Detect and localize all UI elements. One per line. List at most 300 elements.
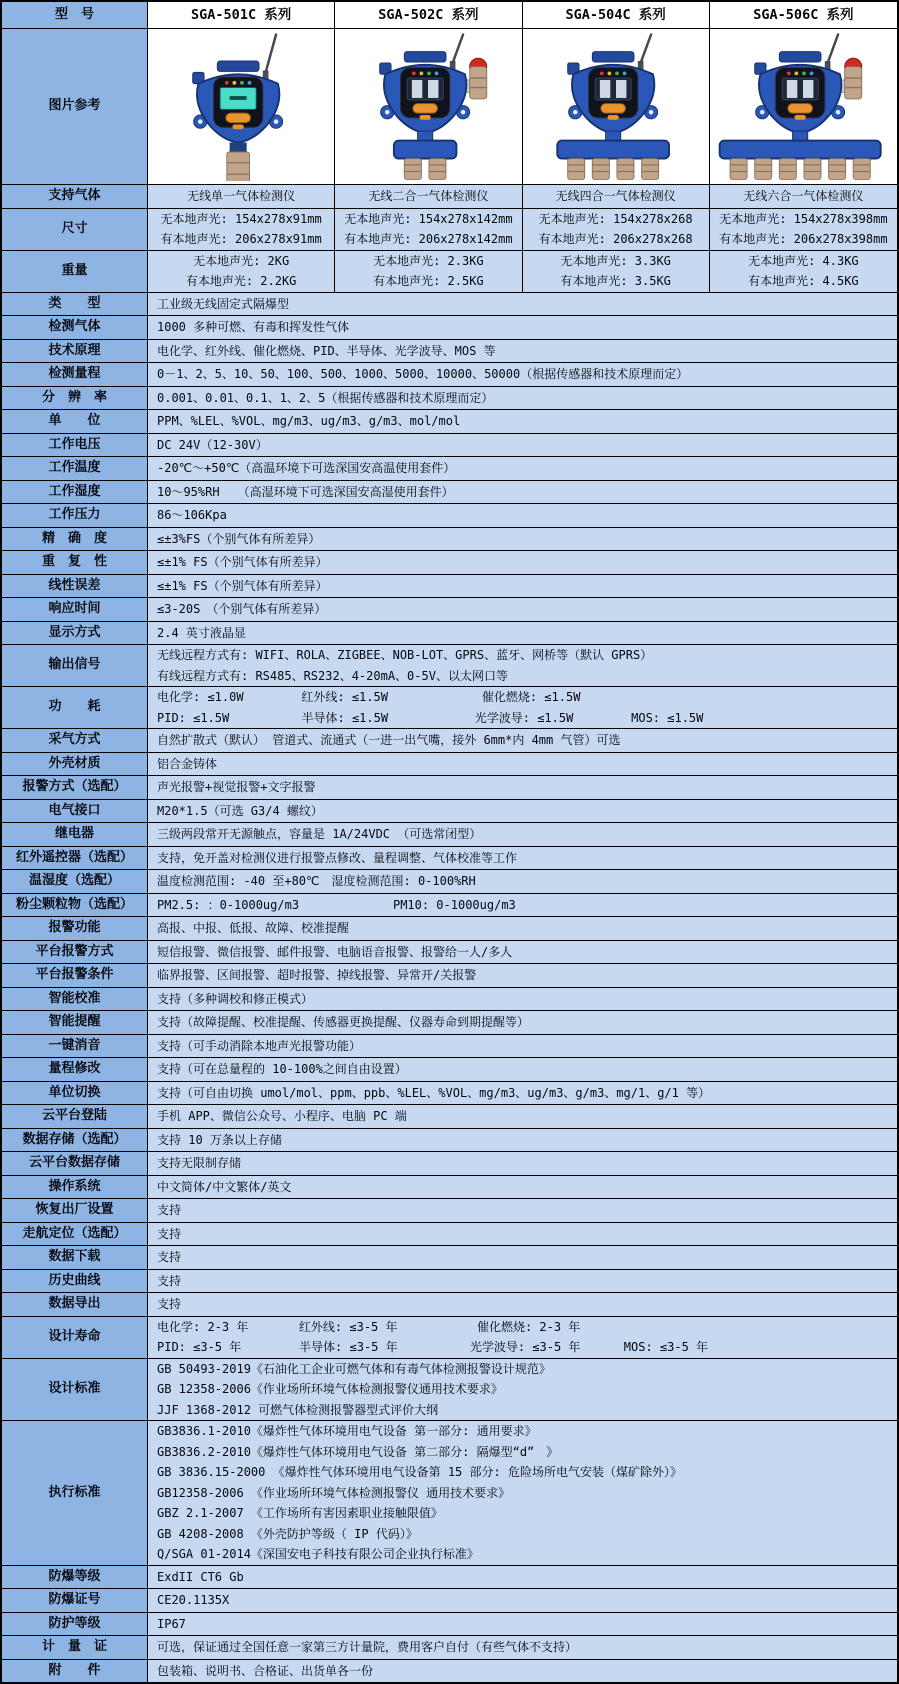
label-text: 输出信号 [48, 657, 101, 673]
spec-value-line: 1000 多种可燃、有毒和挥发性气体 [157, 320, 350, 334]
spec-value-line: GB3836.1-2010《爆炸性气体环境用电气设备 第一部分: 通用要求》 [157, 1424, 537, 1438]
label-text: 设计寿命 [48, 1328, 101, 1344]
spec-row-4 [2, 387, 897, 411]
row-label [2, 551, 148, 574]
label-text: 支持气体 [48, 188, 101, 203]
label-text: 重 复 性 [41, 554, 107, 569]
spec-row-8 [2, 481, 897, 505]
spec-value-line: 支持无限制存储 [157, 1156, 242, 1170]
row-label [2, 1105, 148, 1128]
spec-row-15 [2, 645, 897, 687]
value-cell [148, 776, 897, 799]
spec-value-line: PPM、%LEL、%VOL、mg/m3、ug/m3、g/m3、mol/mol [157, 414, 461, 428]
spec-value-line: PM2.5: ：0-1000ug/m3 PM10: 0-1000ug/m3 [157, 897, 516, 912]
label-text: 量程修改 [48, 1061, 101, 1076]
value-cell [148, 1176, 897, 1199]
row-label [2, 316, 148, 339]
value-cell [710, 185, 897, 208]
value-line: 无线四合一气体检测仪 [555, 189, 676, 203]
row-label [2, 1421, 148, 1565]
spec-value-line: JJF 1368-2012 可燃气体检测报警器型式评价大纲 [157, 1402, 439, 1417]
spec-row-21 [2, 823, 897, 847]
spec-row-49 [2, 1660, 897, 1683]
spec-value-line: 中文简体/中文繁体/英文 [157, 1179, 292, 1194]
value-cell [148, 504, 897, 527]
spec-row-24 [2, 894, 897, 918]
spec-row-29 [2, 1011, 897, 1035]
spec-row-43 [2, 1359, 897, 1422]
row-label [2, 1636, 148, 1659]
value-line: 无线六合一气体检测仪 [743, 189, 864, 203]
label-text: 外壳材质 [48, 755, 101, 771]
spec-row-7 [2, 457, 897, 481]
value-cell [148, 622, 897, 645]
label-text: 工作压力 [48, 507, 101, 522]
spec-value-line: DC 24V（12-30V） [157, 437, 268, 452]
spec-row-22 [2, 847, 897, 871]
spec-row-32 [2, 1082, 897, 1106]
value-cell [148, 1199, 897, 1222]
row-label [2, 1058, 148, 1081]
row-label [2, 941, 148, 964]
product-image-sga-502c [338, 32, 518, 181]
spec-value-line: 铝合金铸体 [157, 756, 218, 771]
model-name: SGA-502C 系列 [378, 6, 479, 23]
spec-value-line: 支持（多种调校和修正模式） [157, 991, 314, 1006]
row-label [2, 964, 148, 987]
spec-value-line: 无线远程方式有: WIFI、ROLA、ZIGBEE、NOB-LOT、GPRS、蓝牙、网桥等（默认 GPRS） [157, 648, 653, 662]
grid-row-2 [2, 251, 897, 293]
spec-value-line: 电化学: 2-3 年 红外线: ≤3-5 年 催化燃烧: 2-3 年 [157, 1319, 581, 1334]
value-cell [148, 1270, 897, 1293]
spec-value-line: 支持 [157, 1297, 182, 1311]
spec-row-46 [2, 1589, 897, 1613]
model-name: SGA-504C 系列 [565, 6, 666, 23]
spec-row-18 [2, 753, 897, 777]
label-text: 历史曲线 [48, 1272, 101, 1288]
spec-value-line: 有线远程方式有: RS485、RS232、4-20mA、0-5V、以太网口等 [157, 668, 508, 683]
row-label [2, 528, 148, 551]
spec-value-line: GB 12358-2006《作业场所环境气体检测报警仪通用技术要求》 [157, 1382, 503, 1396]
spec-row-44 [2, 1421, 897, 1566]
value-cell [148, 387, 897, 410]
model-name: SGA-501C 系列 [191, 6, 292, 23]
value-cell [148, 251, 335, 292]
spec-value-line: 支持（故障提醒、校准提醒、传感器更换提醒、仪器寿命到期提醒等） [157, 1015, 530, 1029]
spec-row-25 [2, 917, 897, 941]
label-text: 防爆证号 [48, 1592, 101, 1607]
value-cell [148, 1105, 897, 1128]
row-label [2, 293, 148, 316]
value-cell [148, 1566, 897, 1589]
label-text: 走航定位（选配） [22, 1225, 127, 1241]
spec-value-line: 短信报警、微信报警、邮件报警、电脑语音报警、报警给一人/多人 [157, 944, 513, 959]
spec-value-line: CE20.1135X [157, 1593, 230, 1607]
value-cell [148, 1660, 897, 1683]
spec-value-line: 温度检测范围: -40 至+80℃ 湿度检测范围: 0-100%RH [157, 874, 476, 888]
product-image-cell-3 [523, 29, 710, 184]
row-label [2, 1011, 148, 1034]
spec-value-line: 支持 [157, 1203, 182, 1217]
label-text: 智能校准 [48, 990, 101, 1006]
value-line: 有本地声光: 3.5KG [560, 274, 671, 288]
label-text: 功 耗 [48, 699, 101, 715]
spec-row-30 [2, 1035, 897, 1059]
value-cell [148, 1359, 897, 1421]
spec-value-line: 电化学、红外线、催化燃烧、PID、半导体、光学波导、MOS 等 [157, 343, 496, 358]
spec-value-line: 可选，保证通过全国任意一家第三方计量院，费用客户自付（有些气体不支持） [157, 1640, 578, 1654]
spec-row-9 [2, 504, 897, 528]
value-cell [710, 209, 897, 250]
value-cell [148, 1317, 897, 1358]
spec-value-line: 支持 [157, 1250, 182, 1264]
model-name: SGA-506C 系列 [753, 6, 854, 23]
spec-row-19 [2, 776, 897, 800]
value-line: 有本地声光: 206x278x91mm [160, 232, 322, 246]
label-text: 尺寸 [61, 220, 88, 236]
value-cell [148, 800, 897, 823]
spec-row-40 [2, 1270, 897, 1294]
label-text: 数据下载 [48, 1249, 101, 1264]
spec-row-0 [2, 293, 897, 317]
label-text: 设计标准 [48, 1381, 101, 1396]
label-text: 云平台数据存储 [28, 1155, 120, 1170]
spec-value-line: 0.001、0.01、0.1、1、2、5（根据传感器和技术原理而定） [157, 390, 494, 405]
value-cell [148, 598, 897, 621]
spec-row-38 [2, 1223, 897, 1247]
value-cell [148, 917, 897, 940]
row-label [2, 1566, 148, 1589]
spec-row-47 [2, 1613, 897, 1637]
value-cell [148, 1152, 897, 1175]
spec-value-line: GB12358-2006 《作业场所环境气体检测报警仪 通用技术要求》 [157, 1485, 511, 1500]
model-column-label [2, 2, 148, 28]
value-cell [148, 729, 897, 752]
label-text: 报警功能 [48, 920, 101, 935]
label-text: 恢复出厂设置 [35, 1202, 114, 1217]
value-cell [148, 316, 897, 339]
label-text: 技术原理 [48, 342, 101, 358]
label-text: 响应时间 [48, 601, 101, 616]
row-label [2, 1359, 148, 1421]
spec-row-6 [2, 434, 897, 458]
row-label [2, 457, 148, 480]
label-text: 平台报警条件 [35, 967, 114, 982]
spec-row-13 [2, 598, 897, 622]
spec-value-line: 高报、中报、低报、故障、校准提醒 [157, 921, 350, 935]
value-cell [148, 964, 897, 987]
product-image-sga-501c [151, 32, 331, 181]
spec-value-line: 86～106Kpa [157, 508, 227, 522]
spec-row-39 [2, 1246, 897, 1270]
value-cell [148, 847, 897, 870]
value-cell [148, 340, 897, 363]
spec-value-line: Q/SGA 01-2014《深国安电子科技有限公司企业执行标准》 [157, 1547, 479, 1561]
spec-value-line: ≤±1% FS（个别气体有所差异） [157, 578, 328, 593]
value-cell [148, 1636, 897, 1659]
spec-row-2 [2, 340, 897, 364]
spec-row-17 [2, 729, 897, 753]
label-text: 分 辨 率 [41, 389, 107, 405]
spec-value-line: ≤±1% FS（个别气体有所差异） [157, 555, 328, 569]
value-cell [148, 1589, 897, 1612]
product-image-cell-1 [148, 29, 335, 184]
spec-row-23 [2, 870, 897, 894]
label-text: 电气接口 [48, 802, 101, 818]
spec-row-11 [2, 551, 897, 575]
spec-row-42 [2, 1317, 897, 1359]
spec-row-5 [2, 410, 897, 434]
value-cell [148, 645, 897, 686]
value-line: 无本地声光: 4.3KG [748, 253, 859, 268]
row-label [2, 363, 148, 386]
spec-value-line: -20℃～+50℃（高温环境下可选深国安高温使用套件） [157, 461, 456, 475]
value-line: 有本地声光: 206x278x142mm [344, 232, 513, 246]
value-cell [148, 894, 897, 917]
label-text: 温湿度（选配） [28, 873, 120, 888]
value-cell [523, 209, 710, 250]
row-label [2, 847, 148, 870]
spec-row-1 [2, 316, 897, 340]
value-cell [148, 528, 897, 551]
spec-row-20 [2, 800, 897, 824]
row-label [2, 434, 148, 457]
spec-value-line: 临界报警、区间报警、超时报警、掉线报警、异常开/关报警 [157, 968, 477, 982]
value-cell [148, 687, 897, 728]
value-cell [148, 1035, 897, 1058]
label-text: 一键消音 [48, 1037, 101, 1053]
value-cell [148, 753, 897, 776]
spec-value-line: 电化学: ≤1.0W 红外线: ≤1.5W 催化燃烧: ≤1.5W [157, 690, 581, 704]
label-text: 检测气体 [48, 319, 101, 334]
row-label [2, 1035, 148, 1058]
value-cell [523, 185, 710, 208]
value-line: 有本地声光: 206x278x398mm [719, 232, 888, 246]
row-label [2, 1660, 148, 1683]
model-header-3 [523, 2, 710, 28]
value-cell [148, 481, 897, 504]
value-cell [335, 251, 522, 292]
value-cell [148, 1613, 897, 1636]
row-label [2, 1223, 148, 1246]
row-label [2, 410, 148, 433]
spec-row-41 [2, 1293, 897, 1317]
spec-value-line: GB 4208-2008 《外壳防护等级（ IP 代码）》 [157, 1526, 418, 1541]
row-label [2, 800, 148, 823]
row-label [2, 894, 148, 917]
value-cell [148, 823, 897, 846]
value-line: 无本地声光: 2KG [193, 253, 290, 268]
label-text: 类 型 [48, 295, 101, 311]
value-line: 有本地声光: 4.5KG [748, 274, 859, 288]
row-label [2, 1589, 148, 1612]
row-label [2, 622, 148, 645]
value-cell [148, 551, 897, 574]
value-line: 无本地声光: 3.3KG [560, 253, 671, 268]
spec-value-line: 三级两段常开无源触点，容量是 1A/24VDC （可选常闭型） [157, 827, 482, 841]
spec-row-31 [2, 1058, 897, 1082]
spec-value-line: 0－1、2、5、10、50、100、500、1000、5000、10000、50000（根据传感器和技术原理而定） [157, 367, 689, 381]
row-label [2, 1176, 148, 1199]
spec-value-line: GB 50493-2019《石油化工企业可燃气体和有毒气体检测报警设计规范》 [157, 1361, 551, 1376]
product-image-sga-504c [526, 32, 706, 181]
label-text: 防爆等级 [48, 1568, 101, 1584]
label-text: 平台报警方式 [35, 943, 114, 959]
label-text: 操作系统 [48, 1178, 101, 1194]
spec-value-line: 10～95%RH （高湿环境下可选深国安高湿使用套件） [157, 484, 454, 499]
product-image-cell-4 [710, 29, 897, 184]
label-text: 附 件 [48, 1662, 101, 1678]
model-header-1 [148, 2, 335, 28]
row-label [2, 340, 148, 363]
row-label [2, 504, 148, 527]
spec-row-34 [2, 1129, 897, 1153]
spec-value-line: ≤±3%FS（个别气体有所差异） [157, 531, 321, 546]
label-text: 粉尘颗粒物（选配） [15, 896, 133, 912]
value-cell [148, 185, 335, 208]
value-line: 有本地声光: 2.2KG [185, 274, 297, 288]
row-label [2, 481, 148, 504]
value-line: 无本地声光: 154x278x268 [538, 211, 693, 226]
label-text: 防护等级 [48, 1615, 101, 1631]
value-cell [710, 251, 897, 292]
header-label-text: 型 号 [54, 6, 94, 22]
row-label [2, 1270, 148, 1293]
value-cell [148, 293, 897, 316]
value-cell [148, 941, 897, 964]
spec-row-37 [2, 1199, 897, 1223]
row-label [2, 251, 148, 292]
label-text: 工作温度 [48, 460, 101, 475]
label-text: 云平台登陆 [41, 1108, 107, 1123]
spec-value-line: 2.4 英寸液晶显 [157, 625, 246, 640]
value-cell [148, 988, 897, 1011]
label-text: 单位切换 [48, 1084, 101, 1100]
spec-value-line: IP67 [157, 1616, 186, 1631]
label-text: 显示方式 [48, 624, 101, 640]
spec-row-36 [2, 1176, 897, 1200]
spec-value-line: 支持（可自由切换 umol/mol、ppm、ppb、%LEL、%VOL、mg/m3、ug/m3、g/m3、mg/1、g/1 等） [157, 1085, 711, 1100]
spec-row-12 [2, 575, 897, 599]
row-label [2, 753, 148, 776]
row-label [2, 1082, 148, 1105]
spec-value-line: 支持（可手动消除本地声光报警功能） [157, 1038, 362, 1053]
row-label [2, 823, 148, 846]
label-text: 执行标准 [48, 1484, 101, 1500]
value-line: 无本地声光: 154x278x142mm [344, 211, 513, 226]
label-text: 图片参考 [48, 98, 101, 114]
spec-value-line: 支持 [157, 1226, 182, 1241]
value-cell [148, 1082, 897, 1105]
value-cell [148, 1421, 897, 1565]
row-label [2, 729, 148, 752]
row-label [2, 645, 148, 686]
spec-value-line: 支持（可在总量程的 10-100%之间自由设置） [157, 1062, 407, 1076]
value-line: 无线二合一气体检测仪 [368, 189, 489, 203]
spec-value-line: 声光报警+视觉报警+文字报警 [157, 780, 316, 794]
spec-value-line: ExdII CT6 Gb [157, 1569, 244, 1584]
spec-value-line: 包装箱、说明书、合格证、出货单各一份 [157, 1663, 374, 1678]
row-label [2, 598, 148, 621]
spec-value-line: 工业级无线固定式隔爆型 [157, 296, 290, 311]
value-line: 无本地声光: 2.3KG [373, 253, 484, 268]
spec-row-16 [2, 687, 897, 729]
row-label [2, 575, 148, 598]
spec-value-line: 自然扩散式（默认） 管道式、流通式（一进一出气嘴，接外 6mm*内 4mm 气管）可选 [157, 733, 621, 747]
value-cell [148, 1011, 897, 1034]
value-cell [148, 410, 897, 433]
spec-row-10 [2, 528, 897, 552]
row-label [2, 387, 148, 410]
product-image-cell-2 [335, 29, 522, 184]
value-cell [148, 1058, 897, 1081]
spec-row-48 [2, 1636, 897, 1660]
label-text: 红外遥控器（选配） [15, 849, 133, 865]
spec-value-line: 手机 APP、微信公众号、小程序、电脑 PC 端 [157, 1109, 407, 1123]
product-image-sga-506c [713, 32, 893, 181]
row-label [2, 1317, 148, 1358]
value-cell [148, 870, 897, 893]
spec-row-3 [2, 363, 897, 387]
label-text: 智能提醒 [48, 1014, 101, 1029]
spec-value-line: M20*1.5（可选 G3/4 螺纹） [157, 803, 323, 818]
value-cell [148, 434, 897, 457]
label-text: 精 确 度 [41, 530, 107, 546]
value-cell [335, 209, 522, 250]
value-line: 无线单一气体检测仪 [187, 189, 296, 203]
value-cell [148, 1223, 897, 1246]
value-cell [148, 363, 897, 386]
label-text: 数据导出 [48, 1296, 101, 1311]
label-text: 继电器 [54, 826, 94, 841]
row-label [2, 917, 148, 940]
value-cell [148, 209, 335, 250]
spec-value-line: 支持 10 万条以上存储 [157, 1132, 282, 1147]
model-header-2 [335, 2, 522, 28]
row-label [2, 185, 148, 208]
row-label [2, 1199, 148, 1222]
row-label [2, 870, 148, 893]
spec-row-33 [2, 1105, 897, 1129]
label-text: 数据存储（选配） [22, 1131, 127, 1147]
spec-row-45 [2, 1566, 897, 1590]
row-label [2, 1246, 148, 1269]
label-text: 单 位 [48, 413, 101, 428]
value-line: 无本地声光: 154x278x91mm [160, 211, 322, 226]
grid-row-1 [2, 209, 897, 251]
spec-row-14 [2, 622, 897, 646]
value-cell [523, 251, 710, 292]
product-image-row [2, 29, 897, 185]
row-label [2, 1293, 148, 1316]
label-text: 工作湿度 [48, 483, 101, 499]
row-label [2, 1613, 148, 1636]
spec-value-line: 支持 [157, 1273, 182, 1288]
label-text: 采气方式 [48, 732, 101, 747]
value-line: 有本地声光: 2.5KG [373, 274, 484, 288]
label-text: 计 量 证 [41, 1639, 107, 1654]
spec-value-line: 支持，免开盖对检测仪进行报警点修改、量程调整、气体校准等工作 [157, 850, 518, 865]
label-text: 检测量程 [48, 366, 101, 381]
label-text: 工作电压 [48, 436, 101, 452]
label-text: 线性误差 [48, 577, 101, 593]
spec-value-line: GB3836.2-2010《爆炸性气体环境用电气设备 第二部分: 隔爆型“d” 》 [157, 1444, 559, 1459]
spec-value-line: PID: ≤1.5W 半导体: ≤1.5W 光学波导: ≤1.5W MOS: ≤1.5W [157, 710, 704, 725]
label-text: 重量 [61, 262, 88, 278]
value-cell [148, 1293, 897, 1316]
row-label [2, 776, 148, 799]
row-label [2, 1152, 148, 1175]
